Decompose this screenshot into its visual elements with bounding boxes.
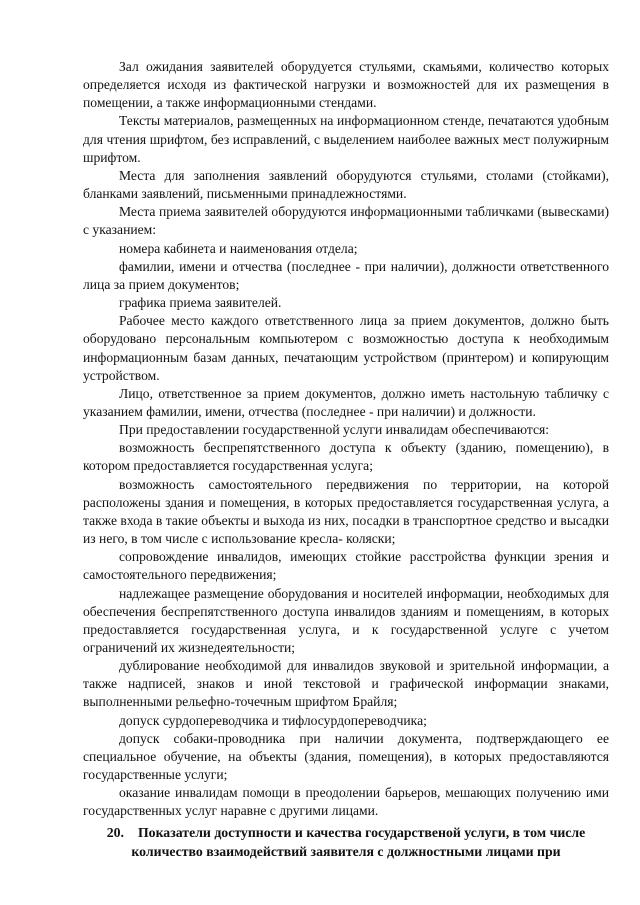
- paragraph-filling-places: Места для заполнения заявлений оборудуются стульями, столами (стойками), бланками заявлений, письменными принадлежностями.: [83, 167, 609, 202]
- paragraph-workplace: Рабочее место каждого ответственного лица за прием документов, должно быть оборудовано персональным компьютером с возможностью доступа к необходимым информационным базам данных, печатающим устройством (принтером) и копирующим устройством.: [83, 313, 609, 383]
- paragraph-waiting-hall: Зал ожидания заявителей оборудуется стульями, скамьями, количество которых определяется исходя из фактической нагрузки и возможностей для их размещения в помещении, а также информационными стендами.: [83, 59, 609, 111]
- list-item-escort: сопровождение инвалидов, имеющих стойкие расстройства функции зрения и самостоятельного передвижения;: [83, 549, 609, 583]
- list-item-reception-schedule: графика приема заявителей.: [119, 295, 282, 311]
- list-item-unobstructed-access: возможность беспрепятственного доступа к объекту (зданию, помещению), в котором предоставляется государственная услуга;: [83, 440, 609, 474]
- section-number: 20.: [106, 825, 124, 840]
- list-item-sign-interpreter: допуск сурдопереводчика и тифлосурдопереводчика;: [119, 712, 427, 728]
- list-item-guide-dog: допуск собаки-проводника при наличии документа, подтверждающего ее специальное обучение, на объекты (здания, помещения), в которых предоставляются государственные услуги;: [83, 730, 609, 783]
- section-heading: [83, 823, 609, 861]
- paragraph-desk-plate: Лицо, ответственное за прием документов, должно иметь настольную табличку с указанием фамилии, имени, отчества (последнее - при наличии) и должности.: [83, 385, 609, 419]
- paragraph-stand-texts: Тексты материалов, размещенных на информационном стенде, печатаются удобным для чтения шрифтом, без исправлений, с выделением наиболее важных мест полужирным шрифтом.: [83, 113, 609, 165]
- section-title: Показатели доступности и качества государственой услуги, в том числе количество взаимодействий заявителя с должностными лицами при: [131, 825, 586, 859]
- body-text: [83, 58, 609, 821]
- list-item-equipment-placement: надлежащее размещение оборудования и носителей информации, необходимых для обеспечения беспрепятственного доступа инвалидов зданиям и помещениям, в которых предоставляется государственная услуга, и к государственной услуге с учетом ограничений их жизнедеятельности;: [83, 585, 609, 655]
- list-item-information-duplication: дублирование необходимой для инвалидов звуковой и зрительной информации, а также надписей, знаков и иной текстовой и графической информации знаками, выполненными рельефно-точечным шрифтом Брайля;: [83, 658, 609, 710]
- list-item-independent-movement: возможность самостоятельного передвижения по территории, на которой расположены здания и помещения, в которых предоставляется государственная услуга, а также входа в такие объекты и выхода из них, посадки в транспортное средство и высадки из него, в том числе с использование кресла- коляски;: [83, 476, 609, 547]
- paragraph-reception-places: Места приема заявителей оборудуются информационными табличками (вывесками) с указанием:: [83, 204, 609, 238]
- list-item-assistance: оказание инвалидам помощи в преодолении барьеров, мешающих получению ими государственных услуг наравне с другими лицами.: [83, 785, 609, 819]
- list-item-responsible-person: фамилии, имени и отчества (последнее - при наличии), должности ответственного лица за прием документов;: [83, 258, 609, 292]
- paragraph-disabled-provisions: При предоставлении государственной услуги инвалидам обеспечиваются:: [119, 422, 550, 438]
- list-item-office-number: номера кабинета и наименования отдела;: [119, 240, 358, 256]
